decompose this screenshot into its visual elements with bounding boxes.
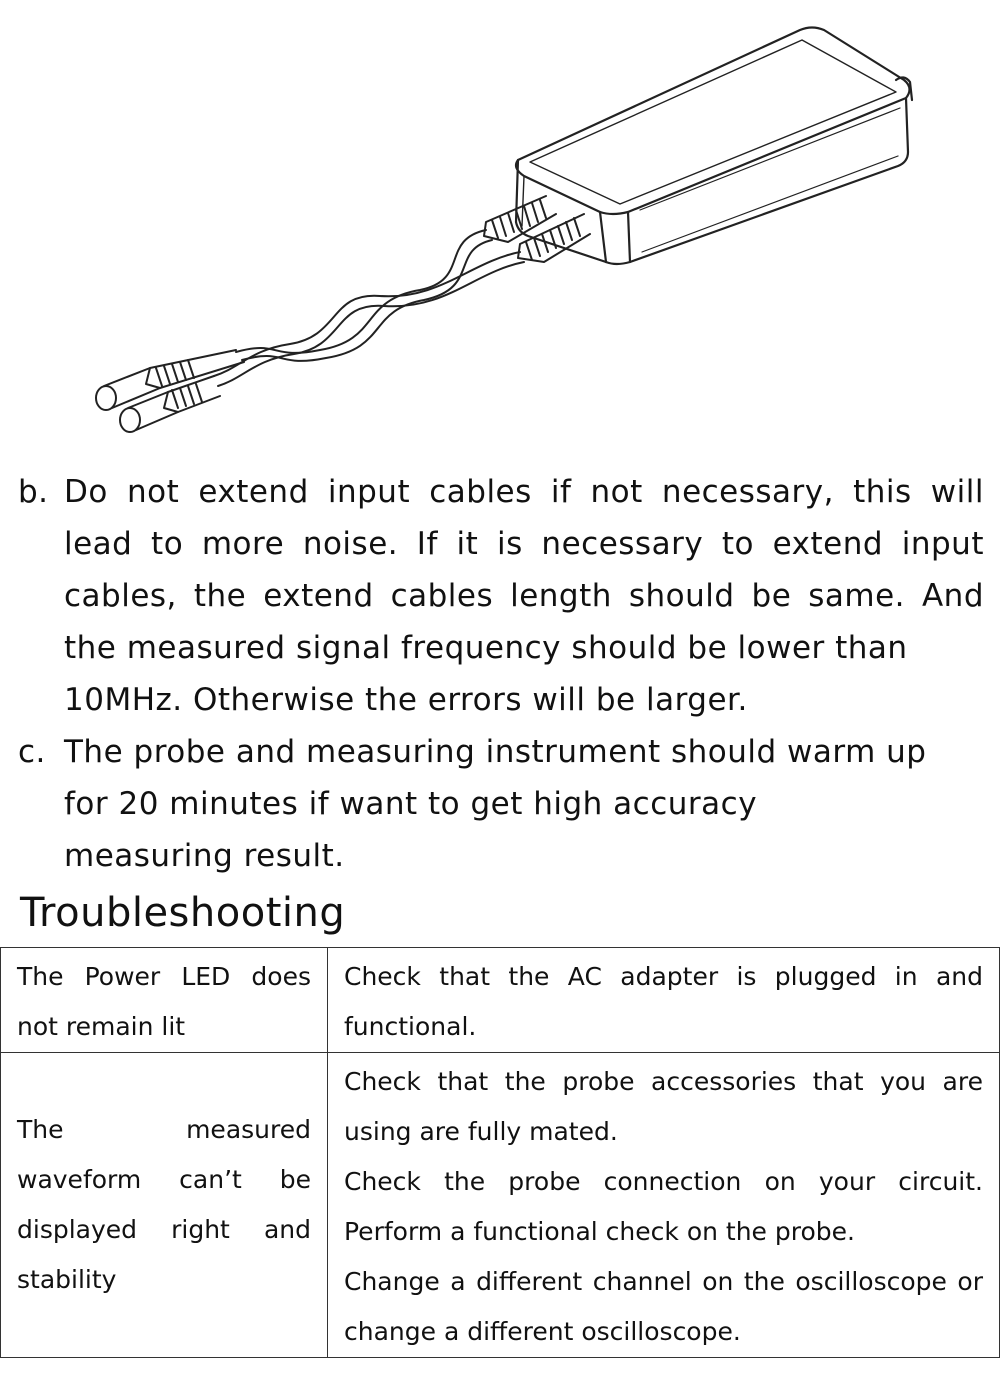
table-row — [1, 1053, 1000, 1358]
troubleshooting-table — [0, 947, 1000, 1358]
cell-line: not remain lit — [17, 1012, 186, 1041]
note-line: Do not extend input cables if not necessary, this will — [64, 474, 984, 510]
twisted-cables — [214, 230, 524, 386]
note-line: 10MHz. Otherwise the errors will be larger. — [64, 682, 748, 718]
probe-body — [516, 28, 912, 265]
cell-line: change a different oscilloscope. — [344, 1317, 741, 1346]
cell-line: The Power LED does — [17, 962, 311, 991]
cell-line: waveform can’t be — [17, 1165, 311, 1194]
note-line: cables, the extend cables length should be same. And — [64, 578, 984, 614]
table-row — [1, 948, 1000, 1053]
cell-line: Perform a functional check on the probe. — [344, 1217, 855, 1246]
cell-line: Check that the AC adapter is plugged in and — [344, 962, 983, 991]
banana-plugs — [96, 350, 244, 432]
cell-line: The measured — [17, 1115, 311, 1144]
note-c — [0, 726, 1000, 882]
note-text — [64, 726, 984, 882]
note-line: for 20 minutes if want to get high accuracy — [64, 786, 758, 822]
cell-line: using are fully mated. — [344, 1117, 618, 1146]
remedy-cell — [328, 1053, 1000, 1358]
note-marker: c. — [18, 734, 46, 770]
cell-line: stability — [17, 1265, 117, 1294]
cell-line: Check the probe connection on your circuit. — [344, 1167, 983, 1196]
cell-line: functional. — [344, 1012, 477, 1041]
cell-line: displayed right and — [17, 1215, 311, 1244]
note-marker: b. — [18, 474, 49, 510]
symptom-cell — [1, 1053, 328, 1358]
differential-probe-illustration — [0, 0, 1000, 450]
note-line: lead to more noise. If it is necessary to extend input — [64, 526, 984, 562]
cell-line: Change a different channel on the oscilloscope or — [344, 1267, 983, 1296]
remedy-cell — [328, 948, 1000, 1053]
section-title: Troubleshooting — [20, 890, 346, 936]
note-line: the measured signal frequency should be lower than — [64, 630, 908, 666]
note-b — [0, 466, 1000, 726]
cell-line: Check that the probe accessories that you are — [344, 1067, 983, 1096]
note-line: measuring result. — [64, 838, 345, 874]
note-text — [64, 466, 984, 726]
symptom-cell — [1, 948, 328, 1053]
usage-notes — [0, 466, 1000, 882]
note-line: The probe and measuring instrument should warm up — [64, 734, 927, 770]
